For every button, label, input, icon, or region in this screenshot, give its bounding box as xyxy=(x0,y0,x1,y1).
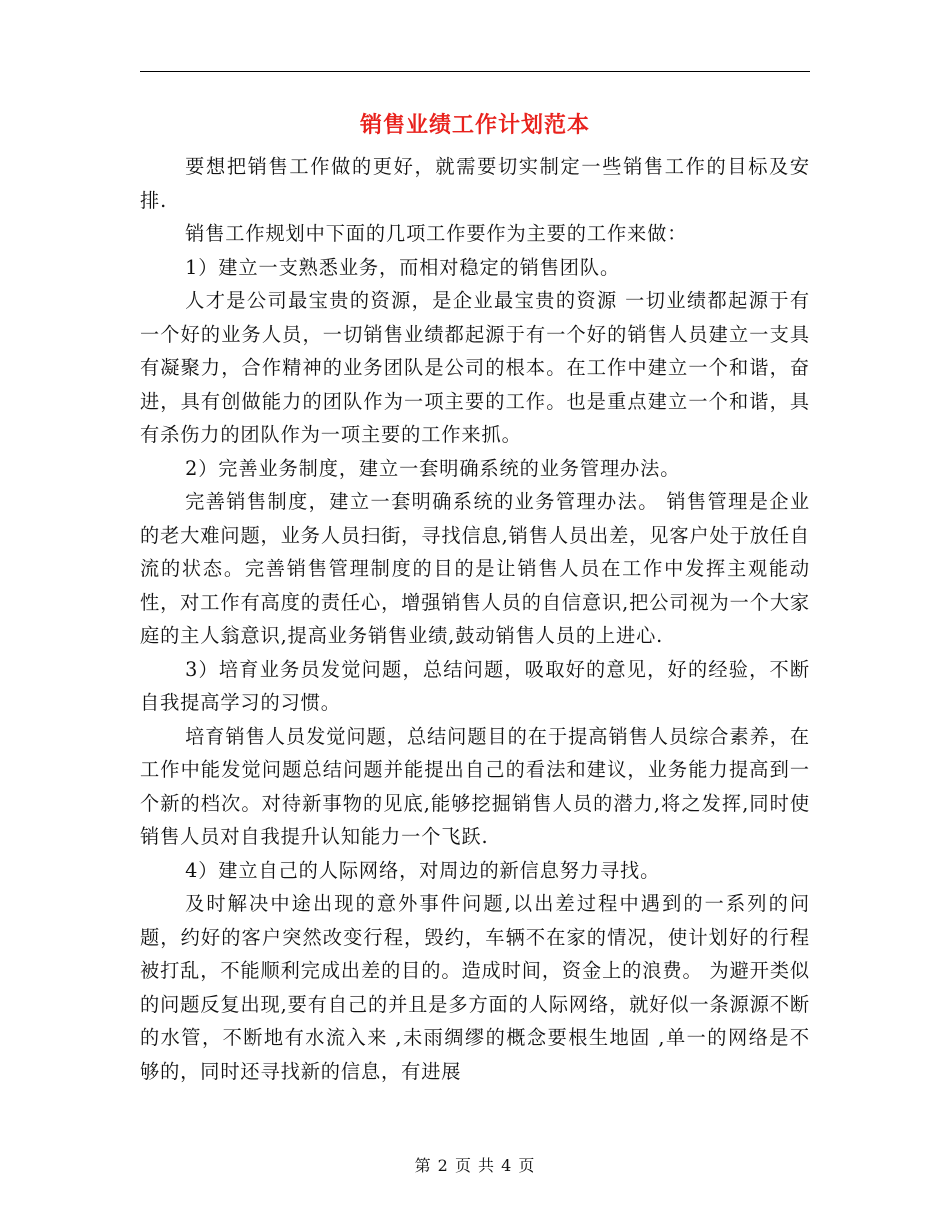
page-number: 第 2 页 共 4 页 xyxy=(414,1156,536,1175)
paragraph: 4）建立自己的人际网络，对周边的新信息努力寻找。 xyxy=(185,858,661,882)
paragraph: 1）建立一支熟悉业务，而相对稳定的销售团队。 xyxy=(185,255,621,279)
paragraph: 人才是公司最宝贵的资源，是企业最宝贵的资源 一切业绩都起源于有一个好的业务人员，一切销售业绩都起源于有一个好的销售人员建立一支具有凝聚力，合作精神的业务团队是公司的根本。在工作中建立一个和谐，奋进，具有创做能力的团队作为一项主要的工作。也是重点建立一个和谐，具有杀伤力的团队作为一项主要的工作来抓。 xyxy=(140,289,810,446)
paragraph: 完善销售制度，建立一套明确系统的业务管理办法。 销售管理是企业的老大难问题，业务人员扫街，寻找信息,销售人员出差，见客户处于放任自流的状态。完善销售管理制度的目的是让销售人员在工作中发挥主观能动性，对工作有高度的责任心，增强销售人员的自信意识,把公司视为一个大家庭的主人翁意识,提高业务销售业绩,鼓动销售人员的上进心. xyxy=(140,490,810,647)
paragraph: 培育销售人员发觉问题，总结问题目的在于提高销售人员综合素养，在工作中能发觉问题总结问题并能提出自己的看法和建议，业务能力提高到一个新的档次。对待新事物的见底,能够挖掘销售人员的潜力,将之发挥,同时使销售人员对自我提升认知能力一个飞跃. xyxy=(140,724,810,848)
paragraph: 及时解决中途出现的意外事件问题,以出差过程中遇到的一系列的问题，约好的客户突然改变行程，毁约，车辆不在家的情况，使计划好的行程被打乱，不能顺利完成出差的目的。造成时间，资金上的浪费。 为避开类似的问题反复出现,要有自己的并且是多方面的人际网络，就好似一条源源不断的水管，不断地有水流入来 ,未雨绸缪的概念要根生地固 ,单一的网络是不够的，同时还寻找新的信息，有进展 xyxy=(140,892,810,1083)
paragraph: 2）完善业务制度，建立一套明确系统的业务管理办法。 xyxy=(185,456,681,480)
paragraph: 要想把销售工作做的更好，就需要切实制定一些销售工作的目标及安排. xyxy=(140,155,810,212)
paragraph: 销售工作规划中下面的几项工作要作为主要的工作来做： xyxy=(185,222,688,245)
document-body xyxy=(140,150,810,1088)
header-rule xyxy=(140,71,810,72)
document-title: 销售业绩工作计划范本 xyxy=(359,112,590,138)
paragraph: 3）培育业务员发觉问题，总结问题，吸取好的意见，好的经验，不断自我提高学习的习惯。 xyxy=(140,657,810,714)
